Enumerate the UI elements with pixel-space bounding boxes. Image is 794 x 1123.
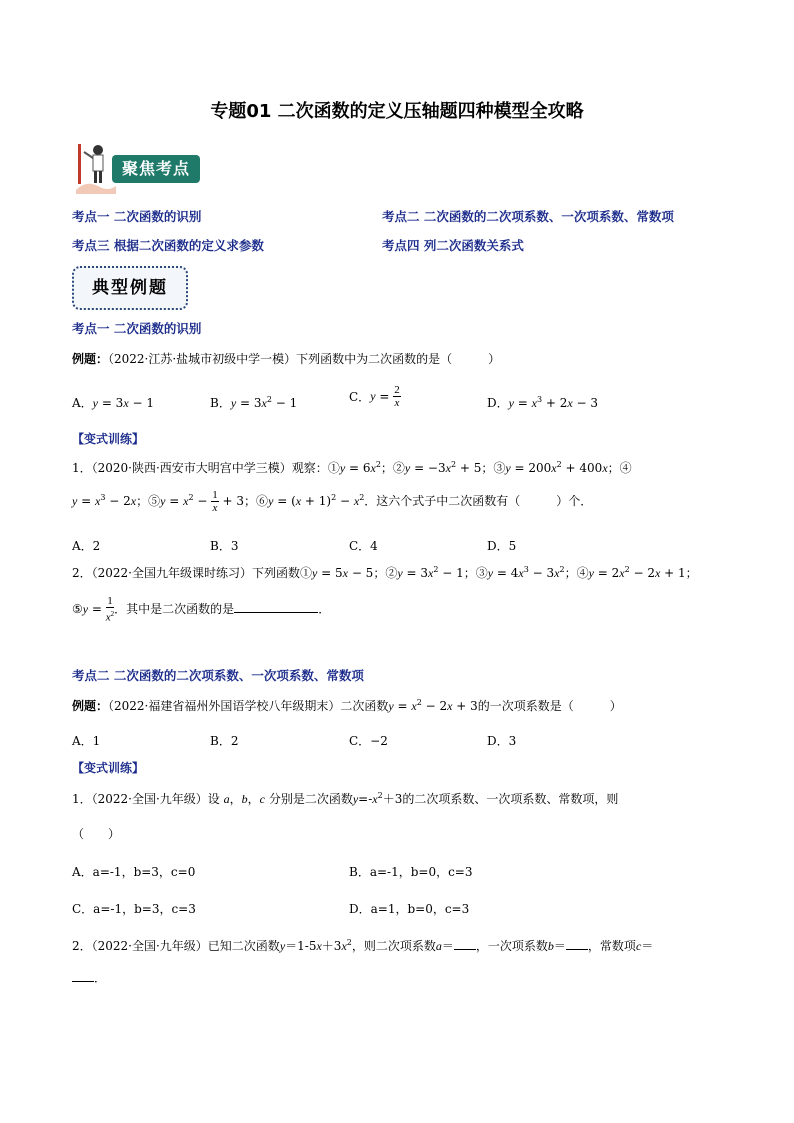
- s2-q1-opt-c: C．a=-1，b=3，c=3: [72, 902, 196, 916]
- s2-q1-opt-b: B．a=-1，b=0，c=3: [349, 865, 473, 879]
- section2-heading: 考点二 二次函数的二次项系数、一次项系数、常数项: [72, 668, 364, 683]
- s1-q1-opt-b: B．3: [210, 539, 239, 553]
- s2-ex-opt-b: B．2: [210, 734, 239, 748]
- s1-q1-opt-d: D．5: [487, 539, 517, 553]
- s1-q1-opt-c: C．4: [349, 539, 378, 553]
- s2-ex-opt-d: D．3: [487, 734, 517, 748]
- s2-q1-opt-a: A．a=-1，b=3，c=0: [72, 865, 196, 879]
- blank-c[interactable]: [72, 981, 94, 982]
- section2-variant-label: 【变式训练】: [72, 761, 145, 775]
- s2-q1-opt-d: D．a=1，b=0，c=3: [349, 902, 470, 916]
- s2-q1-line1: 1．（2022·全国·九年级）设 a，b，c 分别是二次函数$y=-x^2+3$的二次项系数、一次项系数、常数项，则: [72, 791, 619, 806]
- fraction-2-over-x: $\frac{2}{x}$: [394, 384, 400, 409]
- option-d: D．$y = x^3 + 2x - 3$: [487, 395, 599, 410]
- s1-q1-line1: 1．（2020·陕西·西安市大明宫中学三模）观察：①y = $6x^2$；②y = $-3x^2 + 5$；③y = $200x^2 + 400x$；④: [72, 460, 632, 475]
- example-label: 例题：: [72, 352, 109, 366]
- section1-example: [72, 350, 500, 367]
- answer-blank[interactable]: [234, 612, 318, 613]
- s2-q2-line1: 2．（2022·全国·九年级）已知二次函数$y=1-5x+3x^2$，则二次项系数a＝ ，一次项系数b＝ ，常数项c＝: [72, 938, 654, 953]
- s2-q2-line2: ．: [72, 969, 106, 986]
- s1-q1-opt-a: A．2: [72, 539, 101, 553]
- blank-a[interactable]: [454, 949, 476, 950]
- s1-q1-line2: $y = x^3 - 2x$；⑤y = $x^2$ − $\frac{1}{x}$ + 3；⑥y = $(x + 1)^2 - x^2$．这六个式子中二次函数有（ ）个．: [72, 489, 593, 514]
- s1-q2-line1: 2．（2022·全国九年级课时练习）下列函数①y = 5x − 5；②y = $3x^2 - 1$；③y = $4x^3 - 3x^2$；④y = $2x^2 - 2x + 1$；: [72, 565, 698, 580]
- section1-variant-label: 【变式训练】: [72, 432, 145, 446]
- section2-example: 例题：（2022·福建省福州外国语学校八年级期末）二次函数$y = x^2 - 2x + 3$的一次项系数是（ ）: [72, 698, 622, 713]
- s1-q2-line2: ⑤y = $\frac{1}{x^2}$ ．其中是二次函数的是 ．: [72, 595, 331, 624]
- section1-heading: 考点一 二次函数的识别: [72, 321, 202, 336]
- typical-examples-box: [72, 266, 188, 310]
- topic-1: 考点一 二次函数的识别: [72, 209, 202, 224]
- page-title: 专题01 二次函数的定义压轴题四种模型全攻略: [210, 101, 584, 122]
- s2-ex-opt-c: C．−2: [349, 734, 388, 748]
- option-c: C．y = $\frac{2}{x}$: [349, 384, 400, 409]
- example-text: （2022·江苏·盐城市初级中学一模）下列函数中为二次函数的是（ ）: [108, 352, 501, 366]
- focus-banner: [72, 140, 207, 196]
- option-b: B．$y = 3x^2 - 1$: [210, 395, 298, 410]
- s2-ex-opt-a: A．1: [72, 734, 101, 748]
- topic-4: 考点四 列二次函数关系式: [382, 238, 524, 253]
- blank-b[interactable]: [566, 949, 588, 950]
- topic-2: 考点二 二次函数的二次项系数、一次项系数、常数项: [382, 209, 674, 224]
- topic-3: 考点三 根据二次函数的定义求参数: [72, 238, 264, 253]
- s2-q1-paren: （ ）: [72, 827, 121, 841]
- typical-examples-label: 典型例题: [92, 278, 168, 298]
- banner-label: 聚焦考点: [112, 155, 200, 183]
- option-a: A．y = 3x − 1: [72, 396, 154, 410]
